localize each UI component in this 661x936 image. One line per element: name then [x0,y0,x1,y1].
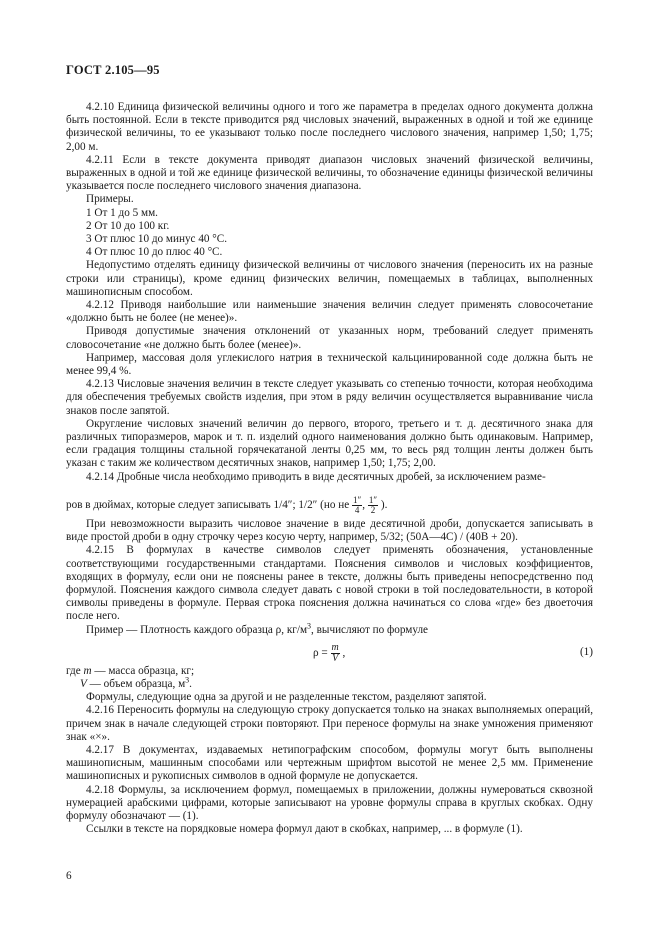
page-body [66,101,593,836]
clause-4-2-10: 4.2.10 Единица физической величины одного и того же параметра в пределах одного документа должна быть постоянной. Если в тексте приводится ряд числовых значений, выраженных в одной и той же единице физической величины, то ее указывают только после последнего числового значения, например 1,50; 1,75; 2,00 м. [66,101,593,153]
inch-not-text: (но не [320,498,350,511]
tolerances-paragraph: Приводя допустимые значения отклонений от указанных норм, требований следует применять словосочетание «не должно быть более (менее)». [66,325,593,351]
clause-4-2-17: 4.2.17 В документах, издаваемых нетипографским способом, формулы могут быть выполнены машинописным, машинным способами или чертежным шрифтом высотой не менее 2,5 мм. Применение машинописных и рукописных символов в одной формуле не допускается. [66,743,593,783]
fraction-slash-paragraph: При невозможности выразить числовое значение в виде десятичной дроби, допускается записывать в виде простой дроби в одну строчку через косую черту, например, 5/32; (50А—4С) / (40В + 20). [66,517,593,544]
where-line-mass: где m — масса образца, кг; [66,664,195,677]
density-example-line: Пример — Плотность каждого образца ρ, $кг/м^3$, вычисляют по формуле [86,620,429,636]
example-4: 4 От плюс 10 до плюс 40 °С. [86,246,223,259]
units-separation-paragraph: Недопустимо отделять единицу физической величины от числового значения (переносить их на разные строки или страницы), кроме единиц физических величин, помещаемых в таблицах, выполненных машинописным способом. [66,259,593,298]
clause-4-2-13: 4.2.13 Числовые значения величин в тексте следует указывать со степенью точности, которая необходима для обеспечения требуемых свойств изделия, при этом в ряду величин осуществляется выравнивание числа знаков после запятой. [66,378,593,417]
formula-1 [66,639,593,665]
example-3: 3 От плюс 10 до минус 40 °С. [86,233,228,246]
clause-4-2-18: 4.2.18 Формулы, за исключением формул, помещаемых в приложении, должны нумероваться сквозной нумерацией арабскими цифрами, которые записывают на уровне формулы справа в круглых скобках. Одну формулу обозначают — (1). [66,783,593,822]
inch-fraction-line: ров в дюймах, которые следует записывать 1/4″; 1/2″ (но не $\frac{1''}{4}$ , $\frac{1''}{2}$ ). [66,494,388,515]
example-1: 1 От 1 до 5 мм. [86,206,158,219]
inch-line-text: ров в дюймах, которые следует записывать [66,498,271,511]
inch-close: ). [380,498,388,511]
vertical-fraction-half: $\frac{1''}{2}$ [368,494,378,515]
formula-fraction: $\frac{m}{V}$ [331,641,339,664]
formulas-comma-paragraph: Формулы, следующие одна за другой и не разделенные текстом, разделяют запятой. [86,691,487,704]
formula-expression: ρ = $\frac{m}{V}$ , [313,641,346,664]
clause-4-2-12: 4.2.12 Приводя наибольшие или наименьшие значения величин следует применять словосочетание «должно быть не более (не менее)». [66,299,593,325]
examples-title: Примеры. [86,193,134,206]
inch-fractions: 1/4″; 1/2″ [273,498,318,511]
soda-example-paragraph: Например, массовая доля углекислого натрия в технической кальцинированной соде должна быть не менее 99,4 %. [66,351,593,378]
clause-4-2-14: 4.2.14 Дробные числа необходимо приводить в виде десятичных дробей, за исключением разме- [86,470,546,483]
page-number: 6 [66,870,72,882]
clause-4-2-16: 4.2.16 Переносить формулы на следующую строку допускается только на знаках выполняемых операций, причем знак в начале следующей строки повторяют. При переносе формулы на знаке умножения применяют знак «×». [66,704,593,743]
formula-number: (1) [579,645,593,658]
where-line-volume: V — объем образца, $м^3$. [80,675,192,690]
standard-header: ГОСТ 2.105—95 [66,63,160,77]
vertical-fraction-quarter: $\frac{1''}{4}$ [353,494,362,515]
references-paragraph: Ссылки в тексте на порядковые номера формул дают в скобках, например, ... в формуле (1). [86,823,523,836]
clause-4-2-15: 4.2.15 В формулах в качестве символов следует применять обозначения, установленные соответствующими государственными стандартами. Пояснения символов и числовых коэффициентов, входящих в формулу, если они не пояснены ранее в тексте, должны быть приведены непосредственно под формулой. Пояснения каждого символа следует давать с новой строки в той последовательности, в которой символы приведены в формуле. Первая строка пояснения должна начинаться со слова «где» без двоеточия после него. [66,544,593,623]
clause-4-2-11: 4.2.11 Если в тексте документа приводят диапазон числовых значений физической величины, выраженных в одной и той же единице физической величины, то обозначение единицы физической величины указывается после последнего числового значения диапазона. [66,153,593,193]
example-2: 2 От 10 до 100 кг. [86,219,170,232]
rounding-paragraph: Округление числовых значений величин до первого, второго, третьего и т. д. десятичного знака для различных типоразмеров, марок и т. п. изделий одного наименования должно быть одинаковым. Например, если градация толщины стальной горячекатаной ленты 0,25 мм, то весь ряд толщин ленты должен быть указан с таким же количеством десятичных знаков, например 1,50; 1,75; 2,00. [66,417,593,470]
